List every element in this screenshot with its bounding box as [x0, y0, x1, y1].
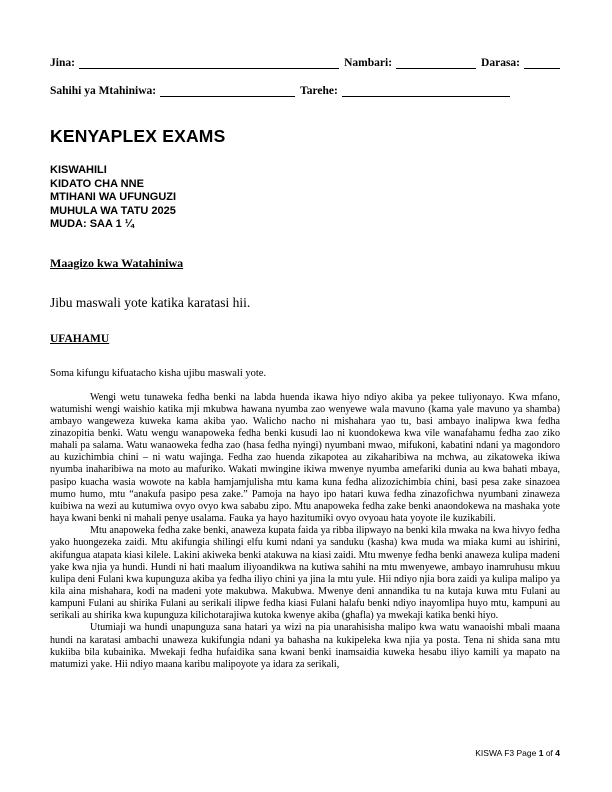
tarehe-label: Tarehe: — [300, 85, 338, 97]
instructions-heading: Maagizo kwa Watahiniwa — [50, 255, 184, 270]
nambari-blank-line — [396, 56, 476, 69]
header-row-name — [50, 56, 560, 70]
section-heading: UFAHAMU — [50, 332, 110, 345]
exam-info-block — [50, 164, 560, 232]
exam-title: KENYAPLEX EXAMS — [50, 126, 226, 146]
exam-term: MUHULA WA TATU 2025 — [50, 204, 176, 217]
exam-subject: KISWAHILI — [50, 164, 107, 176]
sahihi-label: Sahihi ya Mtahiniwa: — [50, 85, 157, 97]
footer-total-pages: 4 — [555, 748, 560, 758]
exam-form: KIDATO CHA NNE — [50, 177, 144, 190]
darasa-blank-line — [524, 56, 560, 69]
exam-type: MTIHANI WA UFUNGUZI — [50, 191, 177, 203]
footer-prefix: KISWA F3 Page — [475, 748, 539, 758]
exam-duration: MUDA: SAA 1 ¼ — [50, 218, 134, 230]
passage-paragraph: Mtu anapoweka fedha zake benki, anaweza kupata faida ya ribba ilipwayo na benki kila mwaka na kwa hivyo fedha yako huongezeka zaidi. Mtu akifungia shilingi elfu kumi ndani ya sanduku (kasha) kwa muda wa miaka kumi au ishirini, akifungua atapata kiasi kilele. Lakini akiweka benki atakuwa na kiasi zaidi. Mtu mwenye fedha benki anaweza kulipa madeni yake kwa njia ya hundi. Hundi ni hati maalum iliyoandikwa na kutiwa sahihi na mtu mwenyewe, ambayo inamruhusu mkuu kulipa deni Fulani kwa kupunguza akiba ya fedha iliyo chini ya jina la mtu yule. Hii ndiyo njia bora zaidi ya kulipa malipo ya kila aina mishahara, kodi na madeni yote makubwa. Makubwa. Mwenye deni annandika tu na kutaja kuwa mtu Fulani au kampuni Fulani au shirika Fulani au serikali ilipwe fedha kiasi Fulani halafu benki ndiyo inayomlipa huyo mtu, kampuni au serikali au shirika kwa kupunguza kilichotarajiwa kutoka kwenye akiba (ghafla) ya mwekaji katika benki hiyo. — [50, 525, 560, 622]
sahihi-blank-line — [160, 84, 295, 97]
jina-label: Jina: — [50, 57, 75, 69]
header-row-signature — [50, 84, 560, 98]
passage-paragraph: Wengi wetu tunaweka fedha benki na labda huenda ikawa hiyo ndiyo akiba ya pekee tuliyonayo. Kwa mfano, watumishi wengi waishio katika mji mkubwa hawana nyumba zao wenyewe wala mavuno (kama yale mavuno ya shamba) ambayo wangeweza kuweka kama akiba yao. Walicho nacho ni mishahara yao tu, basi ambayo inalipwa kwa fedha zinazopitia benki. Watu wengu wanapoweka fedha benki kusudi lao ni kuondokewa kwa vile wanafahamu fedha zao ziko mahali pa salama. Watu wanaoweka fedha zao (hasa fedha nyingi) nyumbani mwao, mifukoni, kabatini ndani ya magondoro au kuzichimbia chini – ni watu wajinga. Fedha zao huenda zikapotea au zikaharibiwa na mchwa, au zikatoweka ikiwa nyumba inaharibiwa na moto au mafuriko. Wakati mwingine ikiwa mwenye nyumba amefariki dunia au kwa bahati mbaya, pasipo kuacha wasia wowote na kabla hamjamjulisha mtu kama kuna fedha alizozichimbia chini, basi pesa zake sinazoea mumo humo, mtu “anakufa pasipo pesa zake.” Pamoja na hayo ipo hatari kuwa fedha zinazofichwa nyumbani zinaweza kuibiwa na wezi au kutumiwa ovyo ovyo kwa sababu zipo. Mtu anapoweka fedha zake benki anaondokewa na mashaka yote haya kwani benki ni mahali penye usalama. Fauka ya hayo hazitumiki ovyo ovyoau hata yoyote ile kuzikabili. — [50, 391, 560, 525]
darasa-label: Darasa: — [481, 57, 520, 69]
comprehension-passage — [50, 392, 560, 672]
jina-blank-line — [79, 56, 339, 69]
tarehe-blank-line — [342, 84, 510, 97]
footer-page-number: 1 — [538, 748, 544, 758]
footer-of: of — [543, 748, 556, 758]
instructions-text: Jibu maswali yote katika karatasi hii. — [50, 294, 251, 310]
nambari-label: Nambari: — [344, 57, 393, 69]
page-footer — [475, 748, 560, 758]
section-intro: Soma kifungu kifuatacho kisha ujibu maswali yote. — [50, 367, 267, 379]
passage-paragraph: Utumiaji wa hundi unapunguza sana hatari ya wizi na pia unarahisisha malipo kwa watu wanaoishi mbali maana hundi na karatasi ambachi unaweza kukifungia ndani ya bahasha na kukipeleka kwa njia ya posta. Tena ni shida sana mtu kukiiba bila kubainika. Mwekaji fedha hufaidika sana kwani benki inamsaidia kuweka hesabu iliyo kamili ya mapato na matumizi yake. Hii ndiyo maana karibu malipoyote ya idara za serikali, — [50, 622, 560, 670]
